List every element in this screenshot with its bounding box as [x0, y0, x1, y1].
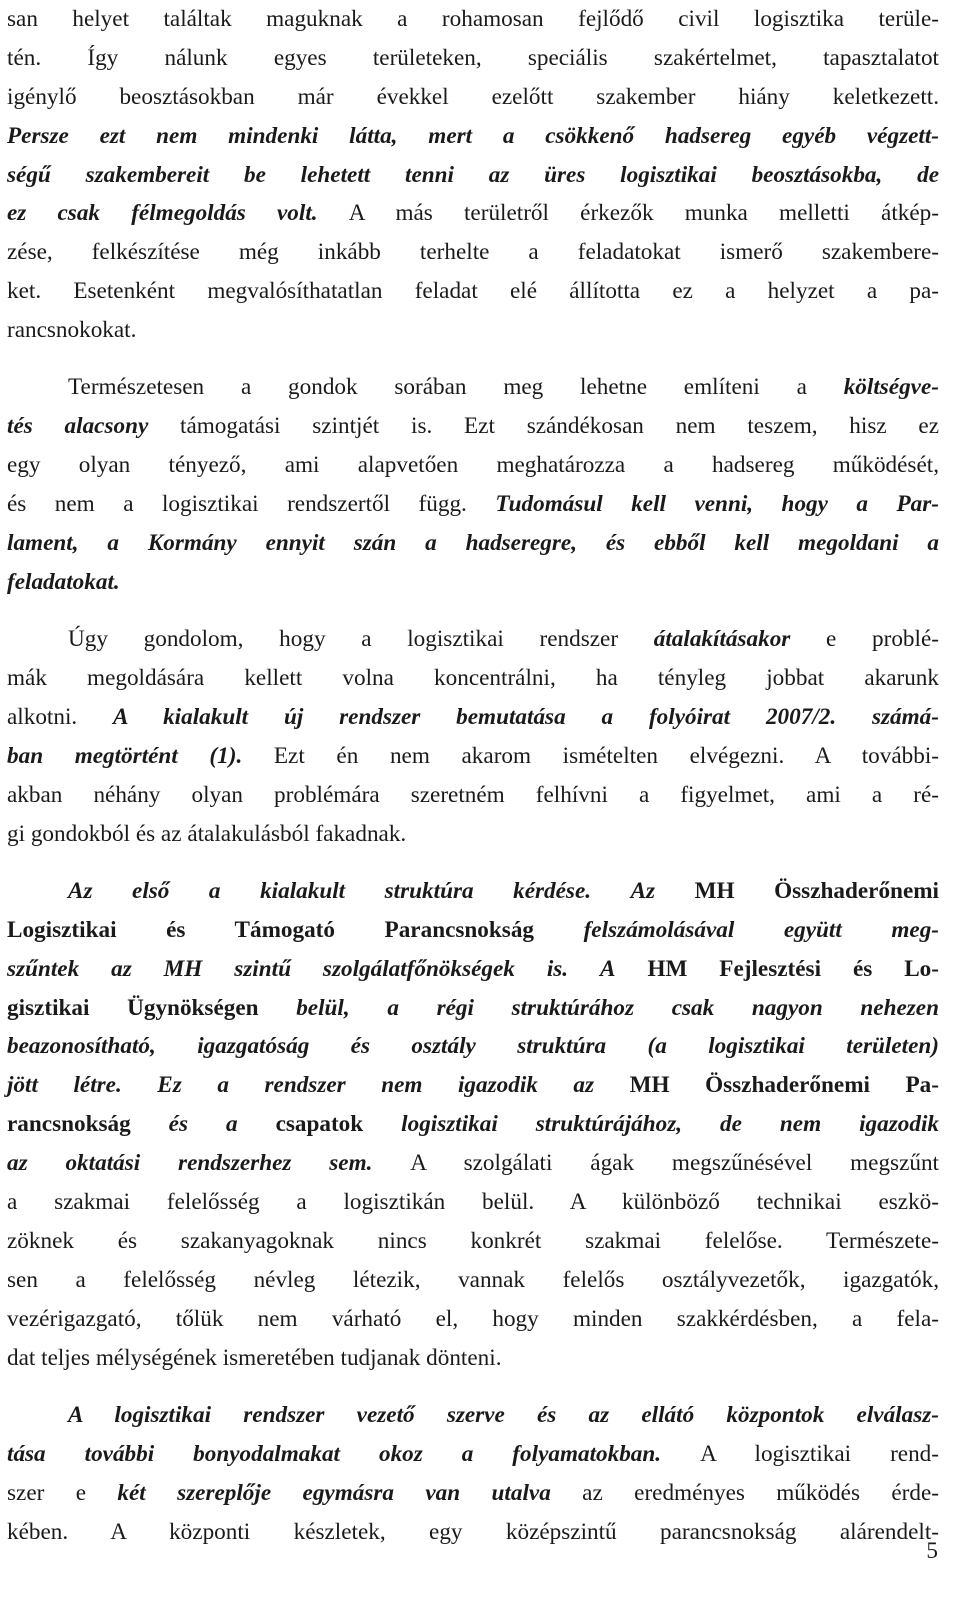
text-line: [7, 368, 939, 407]
text-run: támogatási szintjét is. Ezt szándékosan nem teszem, hisz ez: [148, 413, 940, 440]
organization-name: MH Összhaderőnemi: [694, 877, 939, 904]
text-run: ket. Esetenként megvalósíthatatlan feladat elé állította ez a helyzet a pa-: [7, 278, 939, 305]
text-run: alkotni.: [7, 703, 114, 730]
text-line: [7, 1474, 939, 1513]
text-run: igénylő beosztásokban már évekkel ezelőtt szakember hiány keletkezett.: [7, 83, 939, 110]
paragraph: [7, 620, 939, 853]
organization-name: gisztikai Ügynökségen: [7, 994, 259, 1021]
text-line: [7, 78, 939, 117]
emphasis-run: Tudomásul kell venni, hogy a Par-: [495, 491, 939, 518]
text-run: Úgy gondolom, hogy a logisztikai rendszer: [68, 626, 654, 653]
text-run: és nem a logisztikai rendszertől függ.: [7, 491, 496, 518]
text-line: [7, 1339, 939, 1378]
emphasis-run: feladatokat.: [7, 568, 120, 595]
text-run: egy olyan tényező, ami alapvetően meghatározza a hadsereg működését,: [7, 452, 939, 479]
emphasis-run: belül, a régi struktúrához csak nagyon nehezen: [258, 994, 939, 1021]
paragraph-gap: [7, 1377, 939, 1395]
text-run: Természetesen a gondok sorában meg lehetne említeni a: [68, 374, 844, 401]
text-line: [7, 1435, 939, 1474]
emphasis-run: ségű szakembereit be lehetett tenni az üres logisztikai beosztásokba, de: [7, 161, 939, 188]
text-line: [7, 776, 939, 815]
organization-name: Logisztikai és Támogató Parancsnokság: [7, 916, 535, 943]
emphasis-run: Az első a kialakult struktúra kérdése.: [68, 877, 592, 904]
text-line: [7, 698, 939, 737]
text-run: e problé-: [790, 626, 939, 653]
emphasis-run: szűntek az MH szintű szolgálatfőnökségek is.: [7, 955, 569, 982]
emphasis-run: ez csak félmegoldás volt.: [7, 200, 318, 227]
text-line: [7, 1513, 939, 1552]
text-line: [7, 815, 939, 854]
text-line: [7, 194, 939, 233]
text-run: san helyet találtak maguknak a rohamosan fejlődő civil logisztika terüle-: [7, 6, 939, 32]
text-run: zése, felkészítése még inkább terhelte a feladatokat ismerő szakembere-: [7, 239, 939, 266]
text-line: [7, 620, 939, 659]
text-run: gi gondokból és az átalakulásból fakadnak.: [7, 820, 407, 847]
text-line: [7, 1396, 939, 1435]
organization-name: csapatok: [275, 1111, 364, 1138]
text-line: [7, 446, 939, 485]
text-line: [7, 872, 939, 911]
text-run: A más területről érkezők munka melletti átkép-: [317, 200, 939, 227]
organization-name: HM Fejlesztési és Lo-: [647, 955, 939, 982]
paragraph-gap: [7, 350, 939, 368]
emphasis-run: lament, a Kormány ennyit szán a hadseregre, és ebből kell megoldani a: [7, 529, 939, 556]
text-run: szer e: [7, 1479, 118, 1506]
text-run: sen a felelősség névleg létezik, vannak felelős osztályvezetők, igazgatók,: [7, 1266, 939, 1293]
emphasis-run: A: [568, 955, 648, 982]
text-run: A logisztikai rend-: [661, 1440, 939, 1467]
text-run: akban néhány olyan problémára szeretném felhívni a figyelmet, ami a ré-: [7, 781, 939, 808]
text-run: mák megoldására kellett volna koncentrálni, ha tényleg jobbat akarunk: [7, 665, 939, 692]
paragraph-gap: [7, 853, 939, 871]
paragraph: [7, 0, 939, 350]
text-line: [7, 1261, 939, 1300]
emphasis-run: Persze ezt nem mindenki látta, mert a csökkenő hadsereg egyéb végzett-: [7, 122, 939, 149]
text-line: [7, 950, 939, 989]
text-run: dat teljes mélységének ismeretében tudjanak dönteni.: [7, 1344, 502, 1371]
text-line: [7, 1144, 939, 1183]
emphasis-run: átalakításakor: [653, 626, 791, 653]
text-run: a szakmai felelősség a logisztikán belül. A különböző technikai eszkö-: [7, 1189, 939, 1215]
emphasis-run: ban megtörtént (1).: [7, 742, 243, 769]
text-line: [7, 117, 939, 156]
text-line: [7, 989, 939, 1028]
emphasis-run: Az: [591, 877, 695, 904]
paragraph: [7, 1396, 939, 1552]
text-run: Ezt én nem akarom ismételten elvégezni. A további-: [242, 742, 939, 769]
text-line: [7, 311, 939, 350]
text-line: [7, 911, 939, 950]
text-line: [7, 0, 939, 39]
text-run: A szolgálati ágak megszűnésével megszűnt: [372, 1150, 939, 1177]
text-line: [7, 407, 939, 446]
text-line: [7, 272, 939, 311]
emphasis-run: tása további bonyodalmakat okoz a folyamatokban.: [7, 1440, 662, 1467]
text-line: [7, 1183, 939, 1222]
text-line: [7, 659, 939, 698]
text-line: [7, 1027, 939, 1066]
emphasis-run: logisztikai struktúrájához, de nem igazodik: [363, 1111, 939, 1138]
emphasis-run: A kialakult új rendszer bemutatása a folyóirat 2007/2. számá-: [113, 703, 939, 730]
text-run: rancsnokokat.: [7, 317, 137, 344]
text-run: tén. Így nálunk egyes területeken, speciális szakértelmet, tapasztalatot: [7, 44, 939, 71]
text-line: [7, 233, 939, 272]
text-line: [7, 1222, 939, 1261]
paragraph-gap: [7, 602, 939, 620]
page-number: 5: [926, 1538, 938, 1564]
emphasis-run: két szereplője egymásra van utalva: [117, 1479, 551, 1506]
emphasis-run: költségve-: [843, 374, 939, 401]
emphasis-run: az oktatási rendszerhez sem.: [7, 1150, 373, 1177]
text-run: kében. A központi készletek, egy középszintű parancsnokság alárendelt-: [7, 1518, 939, 1545]
text-line: [7, 1105, 939, 1144]
organization-name: MH Összhaderőnemi Pa-: [629, 1072, 939, 1099]
paragraph: [7, 872, 939, 1378]
document-body: [7, 0, 939, 1551]
text-run: zöknek és szakanyagoknak nincs konkrét szakmai felelőse. Természete-: [7, 1227, 939, 1254]
emphasis-run: tés alacsony: [7, 413, 149, 440]
emphasis-run: beazonosítható, igazgatóság és osztály struktúra (a logisztikai területen): [7, 1033, 939, 1060]
organization-name: rancsnokság: [7, 1111, 131, 1138]
emphasis-run: és a: [130, 1111, 276, 1138]
text-line: [7, 1300, 939, 1339]
emphasis-run: A logisztikai rendszer vezető szerve és az ellátó központok elválasz-: [68, 1401, 939, 1428]
text-line: [7, 39, 939, 78]
text-run: vezérigazgató, tőlük nem várható el, hogy minden szakkérdésben, a fela-: [7, 1305, 939, 1332]
emphasis-run: felszámolásával együtt meg-: [534, 916, 940, 943]
emphasis-run: jött létre. Ez a rendszer nem igazodik az: [7, 1072, 630, 1099]
text-line: [7, 485, 939, 524]
text-line: [7, 156, 939, 195]
paragraph: [7, 368, 939, 601]
text-line: [7, 563, 939, 602]
text-line: [7, 524, 939, 563]
text-run: az eredményes működés érde-: [550, 1479, 940, 1506]
text-line: [7, 1066, 939, 1105]
text-line: [7, 737, 939, 776]
